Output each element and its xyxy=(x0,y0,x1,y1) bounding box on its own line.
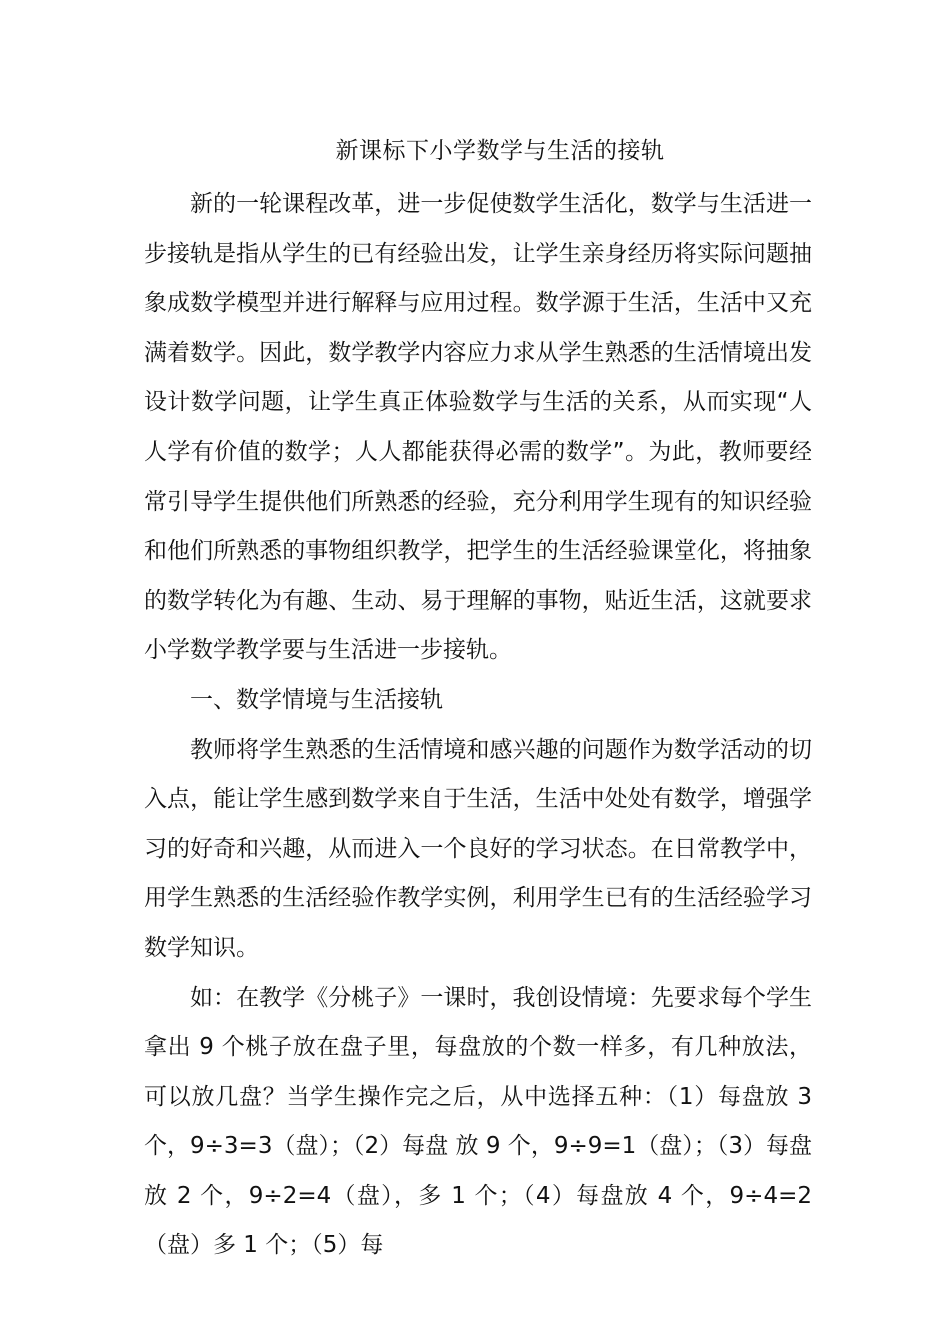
document-title: 新课标下小学数学与生活的接轨 xyxy=(335,138,665,164)
paragraph-example: 如：在教学《分桃子》一课时，我创设情境：先要求每个学生拿出 9 个桃子放在盘子里，每盘放的个数一样多，有几种放法，可以放几盘？当学生操作完之后，从中选择五种：（1）每盘放 3 个，9÷3=3（盘）；（2）每盘 放 9 个，9÷9=1（盘）；（3）每盘放 2 个，9÷2=4（盘），多 1 个；（4）每盘放 4 个，9÷4=2（盘）多 1 个；（5）每 xyxy=(144,984,812,1259)
section-heading: 一、数学情境与生活接轨 xyxy=(190,686,443,713)
paragraph-intro: 新的一轮课程改革，进一步促使数学生活化，数学与生活进一步接轨是指从学生的已有经验出发，让学生亲身经历将实际问题抽象成数学模型并进行解释与应用过程。数学源于生活，生活中又充满着数学。因此，数学教学内容应力求从学生熟悉的生活情境出发设计数学问题，让学生真正体验数学与生活的关系，从而实现“人人学有价值的数学；人人都能获得必需的数学”。为此，教师要经常引导学生提供他们所熟悉的经验，充分利用学生现有的知识经验和他们所熟悉的事物组织教学，把学生的生活经验课堂化，将抽象的数学转化为有趣、生动、易于理解的事物，贴近生活，这就要求小学数学教学要与生活进一步接轨。 xyxy=(144,191,812,664)
paragraph-section-1: 教师将学生熟悉的生活情境和感兴趣的问题作为数学活动的切入点，能让学生感到数学来自于生活，生活中处处有数学，增强学习的好奇和兴趣，从而进入一个良好的学习状态。在日常教学中，用学生熟悉的生活经验作教学实例，利用学生已有的生活经验学习数学知识。 xyxy=(144,736,812,961)
document-body xyxy=(144,180,812,1271)
